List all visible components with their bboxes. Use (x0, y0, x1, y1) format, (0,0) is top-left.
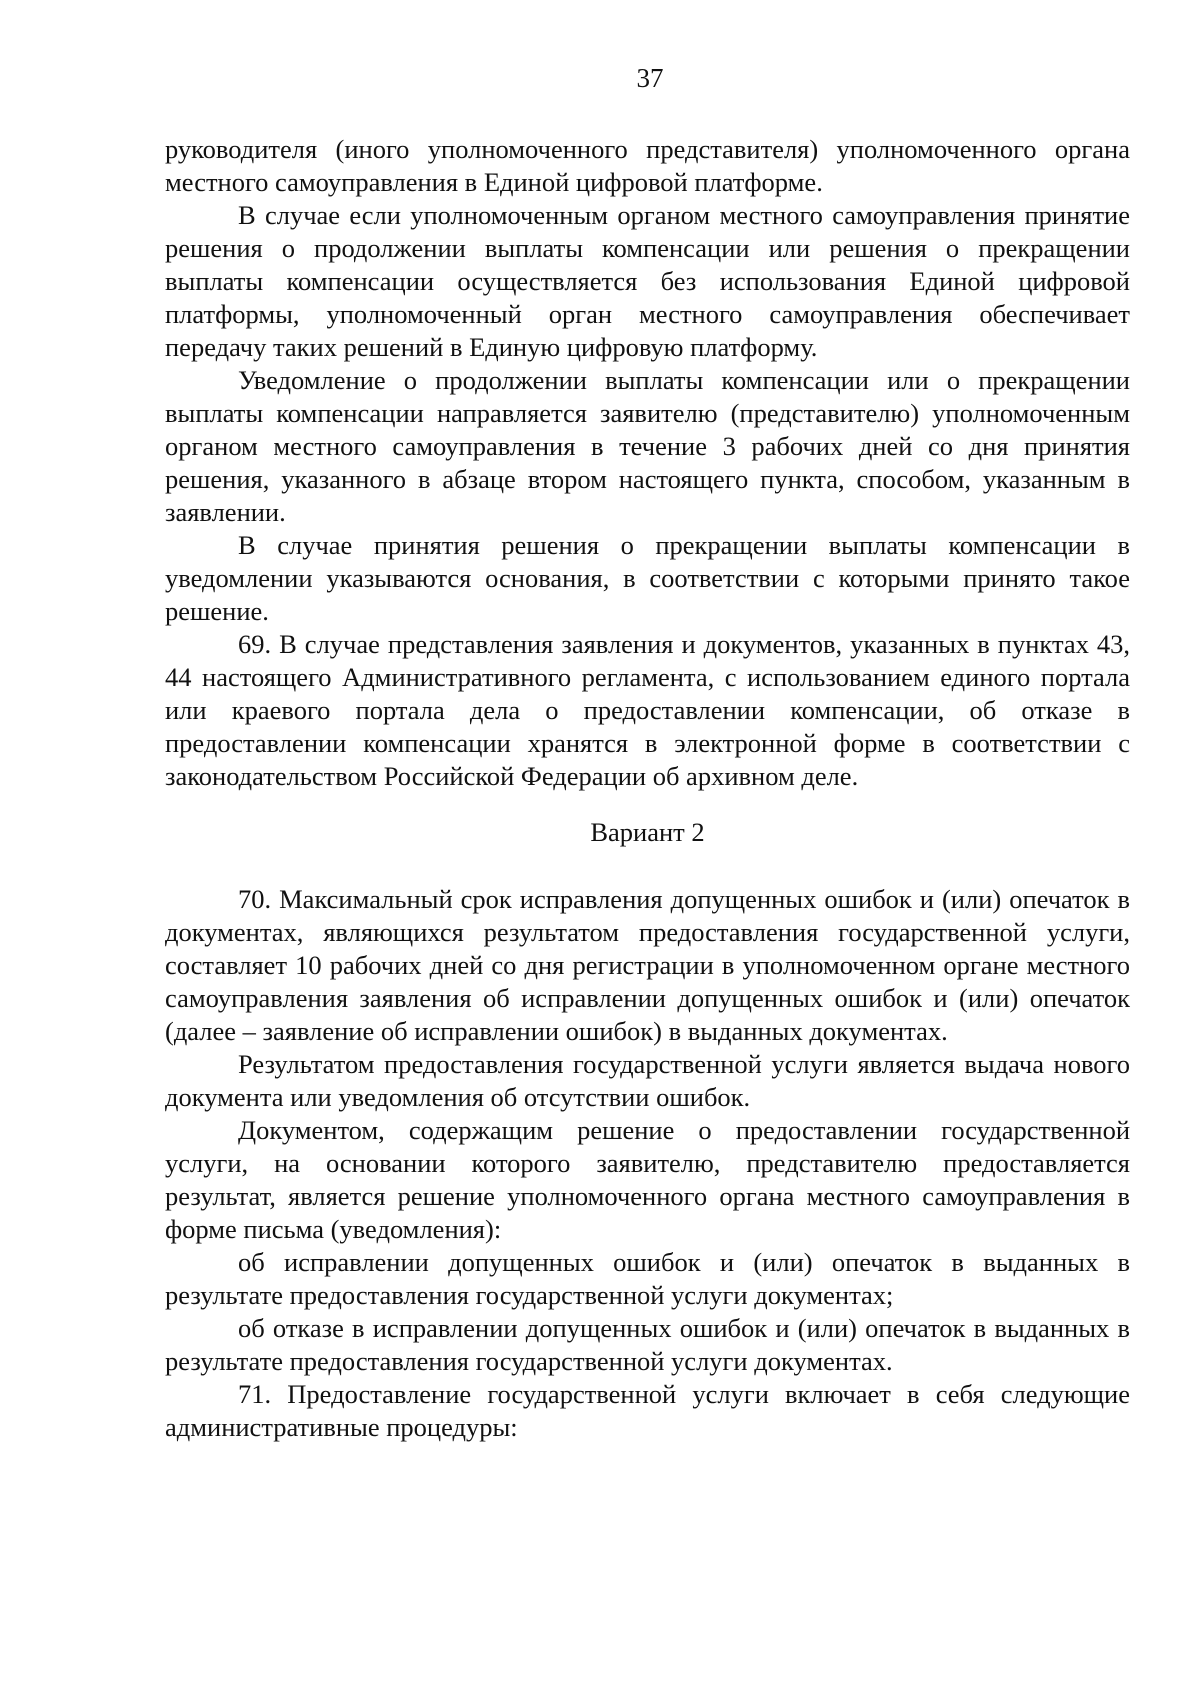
section-heading: Вариант 2 (590, 817, 705, 847)
paragraph: 69. В случае представления заявления и документов, указанных в пунктах 43, 44 настоящего Административного регламента, с использованием единого портала или краевого портала дела о предоставлении компенсации, об отказе в предоставлении компенсации хранятся в электронной форме в соответствии с законодательством Российской Федерации об архивном деле. (165, 629, 1130, 791)
paragraph: В случае если уполномоченным органом местного самоуправления принятие решения о продолжении выплаты компенсации или решения о прекращении выплаты компенсации осуществляется без использования Единой цифровой платформы, уполномоченный орган местного самоуправления обеспечивает передачу таких решений в Единую цифровую платформу. (165, 200, 1130, 362)
paragraph: руководителя (иного уполномоченного представителя) уполномоченного органа местного самоуправления в Единой цифровой платформе. (165, 134, 1130, 197)
paragraph: Результатом предоставления государственной услуги является выдача нового документа или уведомления об отсутствии ошибок. (165, 1049, 1130, 1112)
document-body (165, 133, 1130, 1444)
paragraph: Документом, содержащим решение о предоставлении государственной услуги, на основании которого заявителю, представителю предоставляется результат, является решение уполномоченного органа местного самоуправления в форме письма (уведомления): (165, 1115, 1130, 1244)
paragraph: об отказе в исправлении допущенных ошибок и (или) опечаток в выданных в результате предоставления государственной услуги документах. (165, 1313, 1130, 1376)
page-number: 37 (636, 63, 664, 93)
paragraph: об исправлении допущенных ошибок и (или) опечаток в выданных в результате предоставления государственной услуги документах; (165, 1247, 1130, 1310)
paragraph: 70. Максимальный срок исправления допущенных ошибок и (или) опечаток в документах, являющихся результатом предоставления государственной услуги, составляет 10 рабочих дней со дня регистрации в уполномоченном органе местного самоуправления заявления об исправлении допущенных ошибок и (или) опечаток (далее – заявление об исправлении ошибок) в выданных документах. (165, 884, 1130, 1046)
paragraph: В случае принятия решения о прекращении выплаты компенсации в уведомлении указываются основания, в соответствии с которыми принято такое решение. (165, 530, 1130, 626)
paragraph: Уведомление о продолжении выплаты компенсации или о прекращении выплаты компенсации направляется заявителю (представителю) уполномоченным органом местного самоуправления в течение 3 рабочих дней со дня принятия решения, указанного в абзаце втором настоящего пункта, способом, указанным в заявлении. (165, 365, 1130, 527)
paragraph: 71. Предоставление государственной услуги включает в себя следующие административные процедуры: (165, 1379, 1130, 1442)
